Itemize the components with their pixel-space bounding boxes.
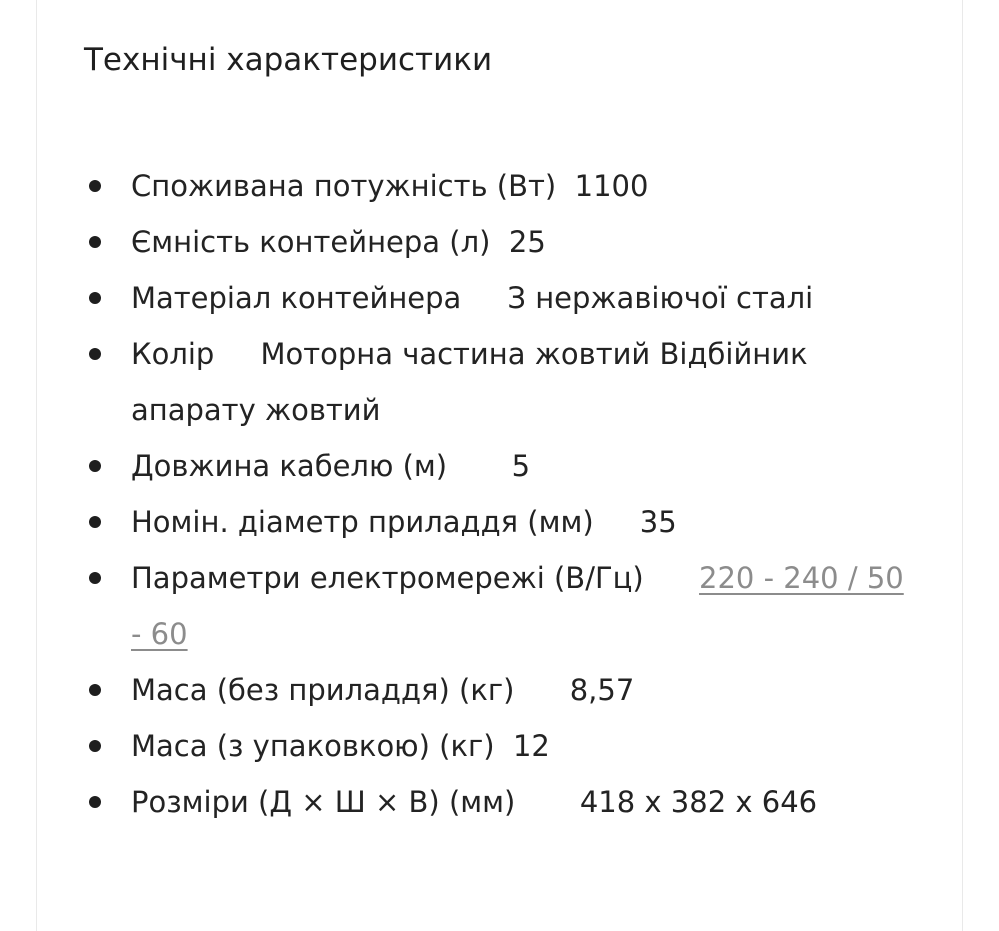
spec-item-capacity xyxy=(131,214,921,270)
spec-item-dimensions xyxy=(131,774,921,830)
spec-label: Розміри (Д × Ш × В) (мм) xyxy=(131,785,516,819)
bullet-icon xyxy=(89,516,101,528)
spec-label: Споживана потужність (Вт) xyxy=(131,169,557,203)
spec-item-mass-without-accessories xyxy=(131,662,921,718)
spec-label: Маса (без приладдя) (кг) xyxy=(131,673,515,707)
spec-label: Ємність контейнера (л) xyxy=(131,225,491,259)
spec-value: Моторна частина жовтий Відбійник апарату жовтий xyxy=(131,337,808,427)
spec-value: 8,57 xyxy=(569,673,635,707)
spec-item-color xyxy=(131,326,921,438)
spec-value: 25 xyxy=(508,225,546,259)
spec-value: 35 xyxy=(639,505,677,539)
bullet-icon xyxy=(89,684,101,696)
spec-item-cable-length xyxy=(131,438,921,494)
spec-item-mains-parameters xyxy=(131,550,921,662)
spec-value: З нержавіючої сталі xyxy=(507,281,814,315)
spec-label: Номін. діаметр приладдя (мм) xyxy=(131,505,594,539)
bullet-icon xyxy=(89,572,101,584)
bullet-icon xyxy=(89,460,101,472)
bullet-icon xyxy=(89,236,101,248)
bullet-icon xyxy=(89,292,101,304)
spec-value: 1100 xyxy=(574,169,649,203)
spec-label: Довжина кабелю (м) xyxy=(131,449,448,483)
bullet-icon xyxy=(89,796,101,808)
content-border-right xyxy=(962,0,963,931)
bullet-icon xyxy=(89,348,101,360)
spec-value: 418 x 382 x 646 xyxy=(579,785,818,819)
mains-parameters-link[interactable]: 220 - 240 / 50 - 60 xyxy=(131,561,904,651)
spec-value: 12 xyxy=(512,729,550,763)
spec-item-mass-with-packaging xyxy=(131,718,921,774)
bullet-icon xyxy=(89,740,101,752)
content-border-left xyxy=(36,0,37,931)
section-title: Технічні характеристики xyxy=(84,42,493,78)
spec-value: 5 xyxy=(511,449,531,483)
spec-item-accessory-diameter xyxy=(131,494,921,550)
spec-label: Матеріал контейнера xyxy=(131,281,462,315)
spec-item-power xyxy=(131,158,921,214)
spec-label: Маса (з упаковкою) (кг) xyxy=(131,729,495,763)
spec-label: Параметри електромережі (В/Гц) xyxy=(131,561,644,595)
spec-label: Колір xyxy=(131,337,215,371)
spec-list xyxy=(131,158,921,830)
spec-item-material xyxy=(131,270,921,326)
bullet-icon xyxy=(89,180,101,192)
